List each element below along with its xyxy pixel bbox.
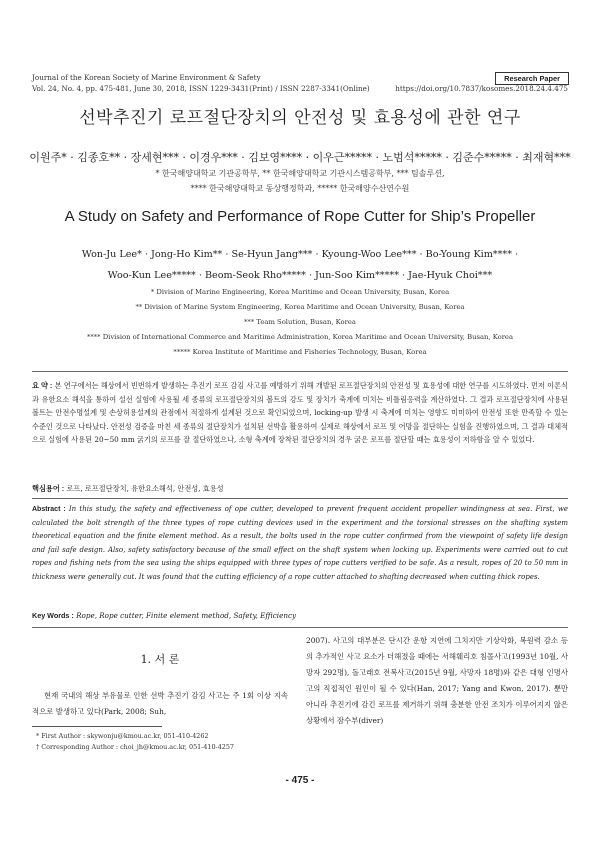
- english-affiliation-3: *** Team Solution, Busan, Korea: [244, 318, 356, 326]
- footnote-divider: [32, 726, 162, 727]
- english-authors-line-1: Won-Ju Lee* · Jong-Ho Kim** · Se-Hyun Jang*** · Kyoung-Woo Lee*** · Bo-Young Kim**** ·: [81, 249, 519, 260]
- korean-authors: 이원주* · 김종호** · 장세현*** · 이경우*** · 김보영**** · 이우근***** · 노범석***** · 김준수***** · 최재혁***: [29, 151, 571, 164]
- journal-info: [32, 72, 370, 94]
- korean-keywords-label: 핵심용어 :: [32, 484, 65, 493]
- korean-abstract: [32, 379, 568, 447]
- english-abstract: [32, 503, 568, 585]
- divider: [32, 498, 568, 499]
- right-column-text: 2007). 사고의 대부분은 단시간 운항 지연에 그치지만 기상악화, 복원력 감소 등의 추가적인 사고 요소가 더해졌을 때에는 서해훼리호 침몰사고(1993년 10월, 사망자 292명), 돌고래호 전복사고(2015년 9월, 사망자 18명)와 같은 대형 인명사고의 직접적인 원인이 될 수 있다(Han, 2017; Yang and Kwon, 2017). 뿐만 아니라 추진기에 감긴 로프를 제거하기 위해 충분한 안전 조치가 이루어지지 않은 상황에서 잠수부(diver): [306, 636, 568, 725]
- english-affiliation-4: **** Division of International Commerce and Maritime Administration, Korea Maritime and Ocean University, Busan, Korea: [86, 333, 514, 341]
- english-title: A Study on Safety and Performance of Rope Cutter for Ship’s Propeller: [64, 208, 536, 225]
- english-affiliation-5: ***** Korea Institute of Maritime and Fisheries Technology, Busan, Korea: [173, 348, 427, 356]
- divider: [32, 371, 568, 372]
- korean-abstract-label: 요 약 :: [32, 381, 53, 390]
- korean-keywords-text: 로프, 로프절단장치, 유한요소해석, 안전성, 효용성: [66, 484, 224, 493]
- footnotes: [36, 731, 234, 753]
- doi-link[interactable]: https://doi.org/10.7837/kosomes.2018.24.4.475: [395, 84, 568, 93]
- page-number: - 475 -: [285, 775, 315, 786]
- section-title: 1. 서 론: [140, 653, 180, 666]
- korean-abstract-text: 본 연구에서는 해상에서 빈번하게 발생하는 추진기 로프 감김 사고를 예방하기 위해 개발된 로프절단장치의 안전성 및 효용성에 대한 연구를 시도하였다. 먼저 이론식과 유한요소 해석을 통하여 설선 실험에 사용될 세 종류의 로프절단장치의 볼트의 강도 및 장치가 축계에 미치는 비틀림응력을 계산하였다. 그 결과 로프절단장치에 사용된 볼트는 안전수명설계 및 손상허용설계의 관점에서 적절하게 설계된 것으로 확인되었으며, locking-up 발생 시 축계에 미치는 영향도 미미하여 안전성 또한 만족할 수 있는 수준인 것으로 나타났다. 안전성 검증을 마친 세 종류의 절단장치가 설치된 선박을 활용하여 실제로 해상에서 로프 및 어망을 절단하는 실험을 진행하였으며, 그 결과 대체적으로 실험에 사용된 20~50 mm 굵기의 로프를 잘 절단하였으나, 소형 축계에 장착된 절단장치의 경우 굵은 로프를 절단할 때는 효용성이 저하함을 알 수 있었다.: [32, 381, 568, 445]
- english-keywords-text: Rope, Rope cutter, Finite element method, Safety, Efficiency: [76, 611, 297, 620]
- english-abstract-label: Abstract :: [32, 506, 66, 513]
- korean-affiliation-1: * 한국해양대학교 기관공학부, ** 한국해양대학교 기관시스템공학부, *** 팀솔루션,: [155, 169, 445, 178]
- left-column-text: [32, 688, 288, 720]
- journal-name: Journal of the Korean Society of Marine Environment & Safety: [32, 73, 261, 82]
- article-type-badge: Research Paper: [495, 72, 569, 85]
- journal-volume: Vol. 24, No. 4, pp. 475-481, June 30, 2018, ISSN 1229-3431(Print) / ISSN 2287-3341(Online): [32, 84, 370, 93]
- english-affiliation-2: ** Division of Marine System Engineering, Korea Maritime and Ocean University, Busan, Korea: [135, 303, 465, 311]
- english-authors: [60, 244, 540, 286]
- english-affiliation-1: * Division of Marine Engineering, Korea Maritime and Ocean University, Busan, Korea: [150, 288, 450, 296]
- english-keywords: [32, 611, 296, 620]
- english-keywords-label: Key Words :: [32, 611, 74, 620]
- first-author-footnote: * First Author : skywonju@kmou.ac.kr, 051-410-4262: [36, 732, 209, 740]
- korean-affiliation-2: **** 한국해양대학교 동상행정학과, ***** 한국해양수산연수원: [190, 184, 410, 193]
- english-abstract-text: In this study, the safety and effectiveness of ope cutter, developed to prevent frequent accident propeller windingness at sea. First, we calculated the bolt strength of the three types of rope cutting devices used in the experiment and the torsional stresses on the shafting system theoretical equation and the finite element method. As a result, the bolts used in the rope cutter confirmed from the viewpoint of safety life design and fail safe design. Also, safety satisfactory because of the small effect on the shaft system when locking up. Experiments were carried out to cut ropes and fishing nets from the sea using the ships equipped with three types of rope cutters verified to be safe. As a result, ropes of 20 to 50 mm in thickness were generally cut. It was found that the cutting efficiency of a rope cutter attached to shafting decreased when cutting thick ropes.: [32, 505, 568, 581]
- left-column-paragraph: 현재 국내의 해상 부유물로 인한 선박 추진기 감김 사고는 주 1회 이상 지속적으로 발생하고 있다(Park, 2008; Suh,: [32, 691, 288, 716]
- divider: [32, 627, 568, 628]
- corresponding-author-footnote: † Corresponding Author : choi_jh@kmou.ac.kr, 051-410-4257: [36, 743, 234, 751]
- korean-keywords: [32, 484, 224, 494]
- korean-title: 선박추진기 로프절단장치의 안전성 및 효용성에 관한 연구: [79, 108, 521, 128]
- english-authors-line-2: Woo-Kun Lee***** · Beom-Seok Rho***** · Jun-Soo Kim***** · Jae-Hyuk Choi***: [107, 270, 493, 281]
